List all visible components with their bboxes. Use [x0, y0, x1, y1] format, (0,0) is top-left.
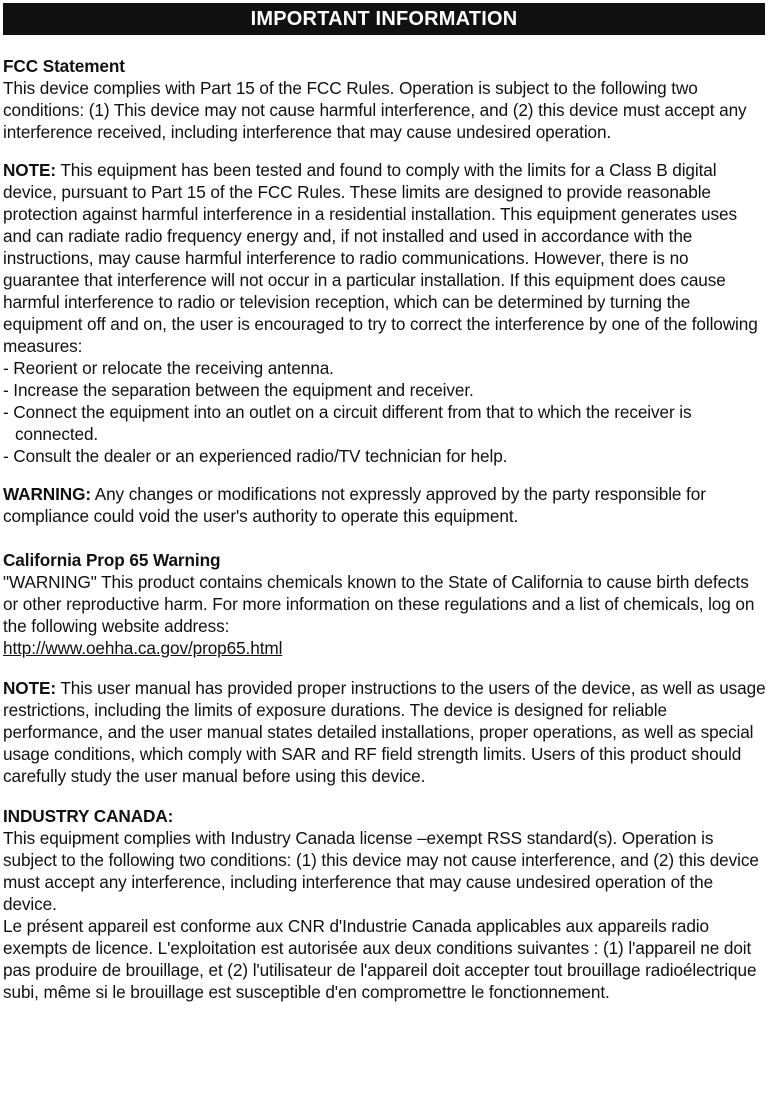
- list-item: - Reorient or relocate the receiving antenna.: [3, 358, 334, 378]
- note-label: NOTE:: [3, 678, 56, 698]
- warning-text: Any changes or modifications not expressly approved by the party responsible for compliance could void the user's authority to operate this equipment.: [3, 484, 706, 526]
- fcc-note-section: [3, 159, 768, 467]
- interference-measures-list: [3, 357, 768, 467]
- industry-canada-heading: INDUSTRY CANADA:: [3, 806, 174, 826]
- list-item: - Increase the separation between the equipment and receiver.: [3, 380, 474, 400]
- warning-paragraph: [3, 483, 768, 527]
- fcc-note-paragraph: [3, 159, 768, 357]
- fcc-statement-heading: FCC Statement: [3, 56, 125, 76]
- list-item: - Connect the equipment into an outlet on a circuit different from that to which the receiver is connected.: [3, 402, 692, 444]
- industry-canada-text-en: This equipment complies with Industry Canada license –exempt RSS standard(s). Operation is subject to the following two conditions: (1) this device may not cause interference, and (2) this device must accept any interference, including interference that may cause undesired operation of the device.: [3, 828, 759, 914]
- user-manual-note-text: This user manual has provided proper instructions to the users of the device, as well as usage restrictions, including the limits of exposure durations. The device is designed for reliable performance, and the user manual states detailed installations, proper operations, as well as special usage conditions, which comply with SAR and RF field strength limits. Users of this product should carefully study the user manual before using this device.: [3, 678, 766, 786]
- prop65-text: "WARNING" This product contains chemicals known to the State of California to cause birth defects or other reproductive harm. For more information on these regulations and a list of chemicals, log on the following website address:: [3, 572, 755, 636]
- prop65-link[interactable]: http://www.oehha.ca.gov/prop65.html: [3, 638, 283, 658]
- warning-label: WARNING:: [3, 484, 91, 504]
- industry-canada-section: [3, 805, 768, 1003]
- note-label: NOTE:: [3, 160, 56, 180]
- industry-canada-text-fr: Le présent appareil est conforme aux CNR d'Industrie Canada applicables aux appareils radio exempts de licence. L'exploitation est autorisée aux deux conditions suivantes : (1) l'appareil ne doit pas produire de brouillage, et (2) l'utilisateur de l'appareil doit accepter tout brouillage radioélectrique subi, même si le brouillage est susceptible d'en compromettre le fonctionnement.: [3, 916, 757, 1002]
- user-manual-note-section: [3, 677, 768, 787]
- prop65-section: [3, 549, 768, 659]
- user-manual-note-paragraph: [3, 677, 768, 787]
- fcc-note-text: This equipment has been tested and found to comply with the limits for a Class B digital device, pursuant to Part 15 of the FCC Rules. These limits are designed to provide reasonable protection against harmful interference in a residential installation. This equipment generates uses and can radiate radio frequency energy and, if not installed and used in accordance with the instructions, may cause harmful interference to radio communications. However, there is no guarantee that interference will not occur in a particular installation. If this equipment does cause harmful interference to radio or television reception, which can be determined by turning the equipment off and on, the user is encouraged to try to correct the interference by one of the following measures:: [3, 160, 758, 356]
- document-body: [3, 55, 768, 1019]
- fcc-statement-text: This device complies with Part 15 of the FCC Rules. Operation is subject to the following two conditions: (1) This device may not cause harmful interference, and (2) this device must accept any interference received, including interference that may cause undesired operation.: [3, 78, 747, 142]
- page-title-banner: IMPORTANT INFORMATION: [3, 3, 765, 35]
- list-item: - Consult the dealer or an experienced radio/TV technician for help.: [3, 446, 508, 466]
- warning-section: [3, 483, 768, 527]
- prop65-heading: California Prop 65 Warning: [3, 550, 221, 570]
- fcc-statement-section: [3, 55, 768, 143]
